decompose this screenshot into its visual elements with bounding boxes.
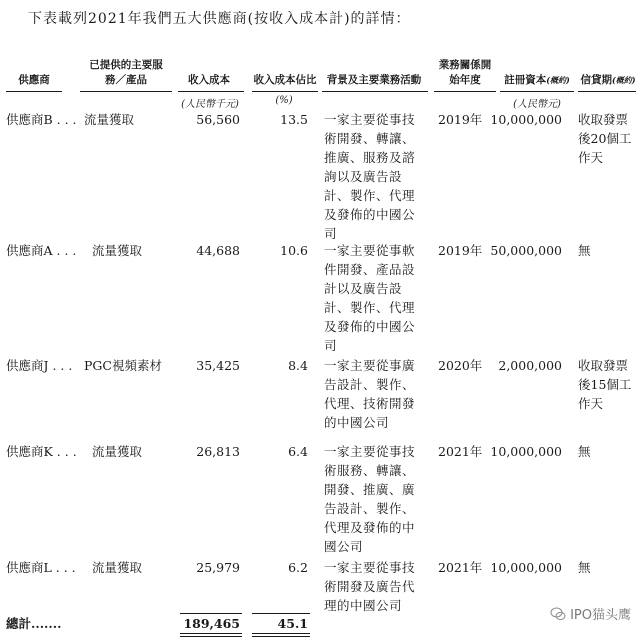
row-cost: 44,688 bbox=[196, 243, 240, 258]
row-background: 一家主要從事廣告設計、製作、代理、技術開發的中國公司 bbox=[324, 358, 416, 430]
header-capital: 註冊資本 bbox=[504, 74, 547, 86]
watermark bbox=[550, 604, 631, 623]
row-cost: 35,425 bbox=[196, 358, 240, 373]
total-cost: 189,465 bbox=[183, 616, 240, 631]
header-supplier: 供應商 bbox=[18, 74, 50, 86]
row-credit: 無 bbox=[578, 243, 591, 258]
row-background: 一家主要從事技術開發、轉讓、推廣、服務及諮詢以及廣告設計、製作、代理及發佈的中國公司 bbox=[324, 112, 416, 241]
total-double-rule-cost-1 bbox=[180, 633, 242, 634]
row-cost: 56,560 bbox=[196, 112, 240, 127]
header-rule-supplier bbox=[6, 91, 62, 92]
row-capital: 50,000,000 bbox=[490, 243, 562, 258]
row-pct: 10.6 bbox=[280, 243, 308, 258]
header-rule-credit bbox=[578, 91, 636, 92]
header-rule-start bbox=[434, 91, 496, 92]
total-double-rule-pct-1 bbox=[252, 633, 310, 634]
row-background: 一家主要從事軟件開發、產品設計以及廣告設計、製作、代理及發佈的中國公司 bbox=[324, 243, 416, 353]
row-credit: 無 bbox=[578, 560, 591, 575]
header-rule-cost bbox=[178, 91, 244, 92]
row-supplier: 供應商L . . . bbox=[6, 560, 76, 575]
row-start: 2021年 bbox=[438, 444, 483, 459]
row-supplier: 供應商J . . . bbox=[6, 358, 73, 373]
row-pct: 8.4 bbox=[288, 358, 308, 373]
total-double-rule-cost-2 bbox=[180, 636, 242, 637]
row-start: 2019年 bbox=[438, 112, 483, 127]
header-rule-capital bbox=[500, 91, 574, 92]
row-capital: 2,000,000 bbox=[498, 358, 562, 373]
header-capital-note: (概約) bbox=[546, 75, 570, 85]
row-capital: 10,000,000 bbox=[490, 444, 562, 459]
row-credit: 無 bbox=[578, 444, 591, 459]
row-background: 一家主要從事技術服務、轉讓、開發、推廣、廣告設計、製作、代理及發佈的中國公司 bbox=[324, 444, 416, 554]
header-rule-pct bbox=[252, 91, 318, 92]
header-service: 已提供的主要服務／產品 bbox=[89, 59, 163, 86]
row-service: 流量獲取 bbox=[92, 444, 143, 459]
header-rule-background bbox=[322, 91, 428, 92]
row-credit: 收取發票後20個工作天 bbox=[578, 112, 632, 165]
row-start: 2020年 bbox=[438, 358, 483, 373]
row-supplier: 供應商A . . . bbox=[6, 243, 77, 258]
header-cost: 收入成本 bbox=[188, 74, 230, 86]
header-credit-note: (概約) bbox=[611, 75, 636, 85]
unit-capital: (人民幣元) bbox=[513, 99, 561, 110]
row-cost: 25,979 bbox=[196, 560, 240, 575]
row-pct: 13.5 bbox=[280, 112, 308, 127]
row-pct: 6.2 bbox=[288, 560, 308, 575]
row-background: 一家主要從事技術開發及廣告代理的中國公司 bbox=[324, 560, 416, 613]
row-service: 流量獲取 bbox=[84, 112, 135, 127]
row-credit: 收取發票後15個工作天 bbox=[578, 358, 632, 411]
intro-text: 下表載列2021年我們五大供應商(按收入成本計)的詳情： bbox=[28, 11, 411, 27]
header-start: 業務關係開始年度 bbox=[438, 59, 492, 86]
unit-cost: (人民幣千元) bbox=[181, 99, 239, 110]
header-credit: 信貸期 bbox=[580, 74, 612, 86]
row-start: 2021年 bbox=[438, 560, 483, 575]
row-capital: 10,000,000 bbox=[490, 560, 562, 575]
row-service: PGC視頻素材 bbox=[84, 358, 162, 373]
header-capital-wrap bbox=[500, 73, 574, 88]
total-pct: 45.1 bbox=[277, 616, 308, 631]
row-service: 流量獲取 bbox=[92, 243, 143, 258]
row-service: 流量獲取 bbox=[92, 560, 143, 575]
header-rule-service bbox=[80, 91, 172, 92]
row-cost: 26,813 bbox=[196, 444, 240, 459]
row-pct: 6.4 bbox=[288, 444, 308, 459]
total-double-rule-pct-2 bbox=[252, 636, 310, 637]
total-label: 總計....... bbox=[6, 616, 62, 631]
row-capital: 10,000,000 bbox=[490, 112, 562, 127]
wechat-icon bbox=[550, 606, 566, 622]
header-background: 背景及主要業務活動 bbox=[326, 74, 422, 86]
row-start: 2019年 bbox=[438, 243, 483, 258]
row-supplier: 供應商K . . . bbox=[6, 444, 77, 459]
header-credit-wrap bbox=[576, 73, 640, 88]
row-supplier: 供應商B . . . bbox=[6, 112, 77, 127]
header-pct: 收入成本佔比 bbox=[253, 74, 317, 86]
watermark-text: IPO猫头鹰 bbox=[570, 608, 631, 623]
unit-pct: (%) bbox=[275, 95, 293, 106]
